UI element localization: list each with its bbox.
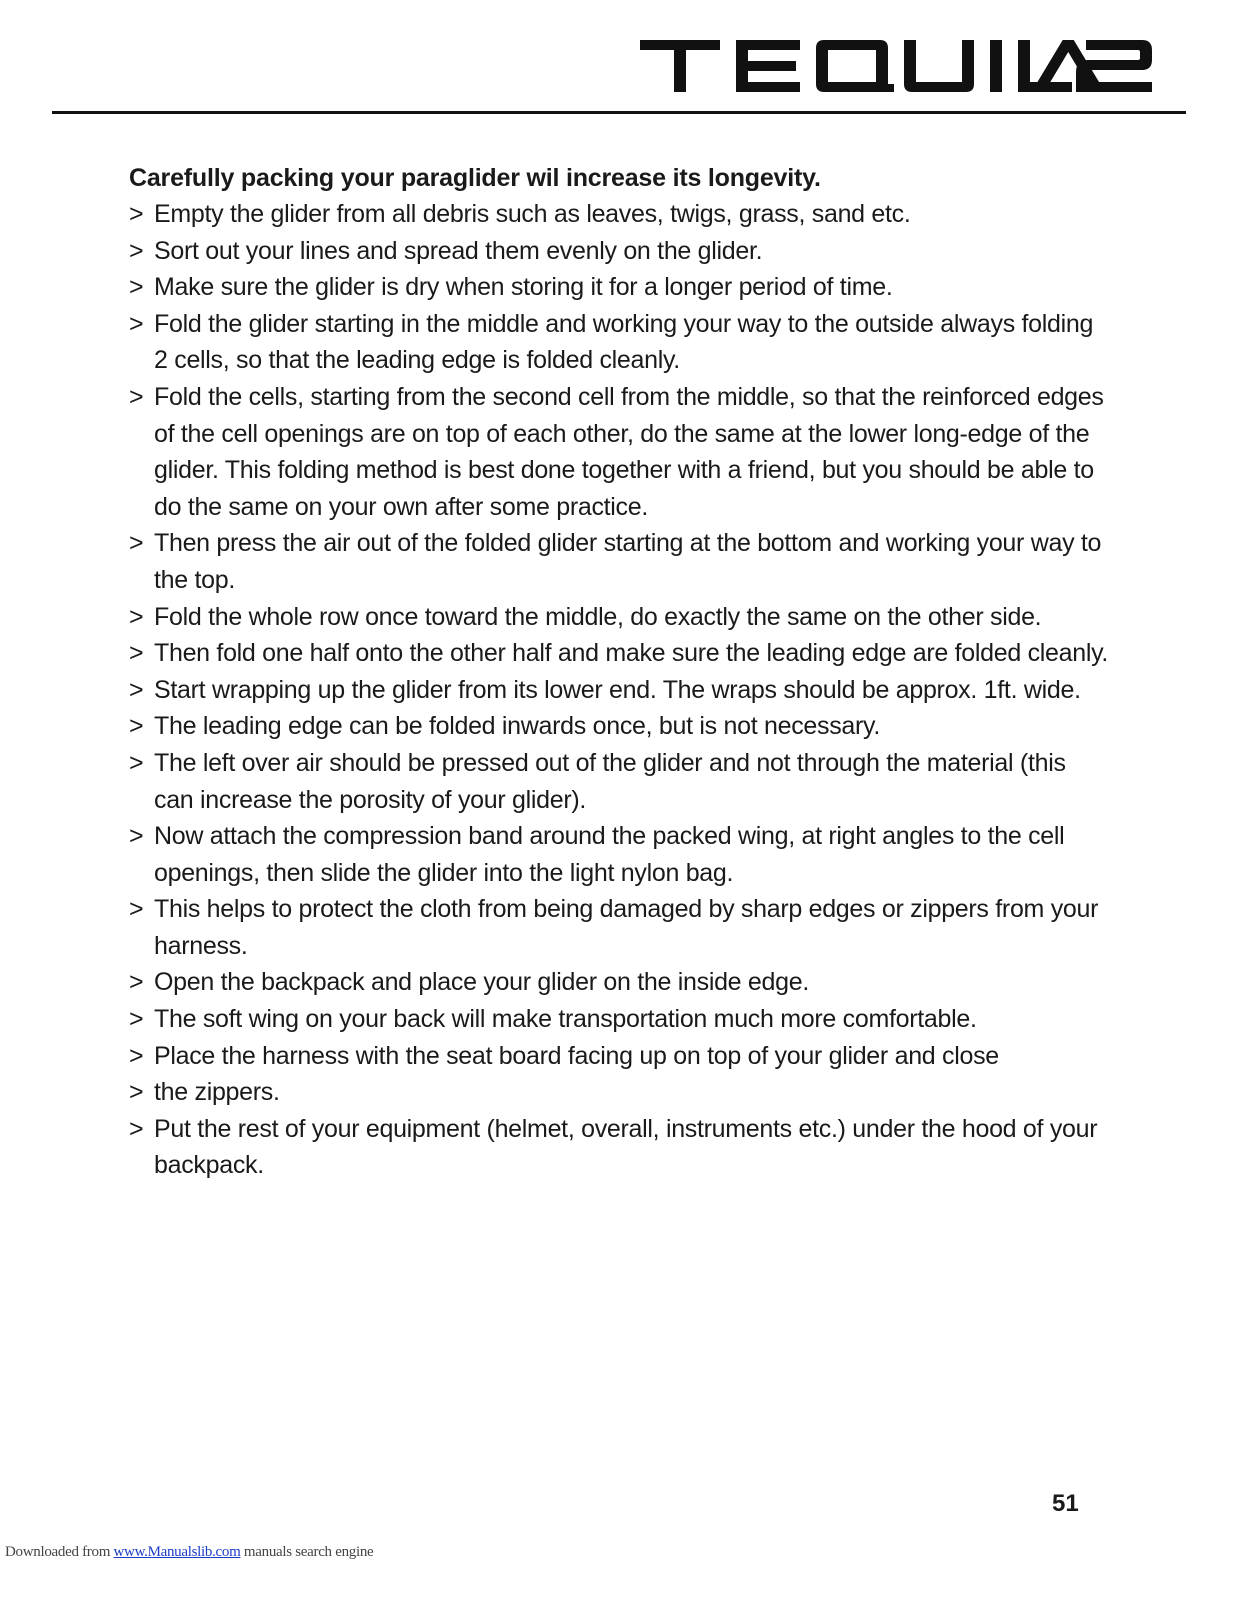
list-marker: > <box>129 1114 144 1143</box>
list-item-text: The left over air should be pressed out of the glider and not through the material (this can increase the porosity of your glider). <box>154 748 1066 814</box>
list-item-text: Fold the glider starting in the middle and working your way to the outside always folding 2 cells, so that the leading edge is folded cleanly. <box>154 309 1094 375</box>
list-marker: > <box>129 895 144 924</box>
list-item <box>129 635 1109 672</box>
list-marker: > <box>129 639 144 668</box>
list-item-text: Fold the cells, starting from the second cell from the middle, so that the reinforced edges of the cell openings are on top of each other, do the same at the lower long-edge of the glider. This folding method is best done together with a friend, but you should be able to do the same on your own after some practice. <box>154 382 1104 521</box>
list-item <box>129 1111 1109 1184</box>
tequila2-logo <box>640 40 1152 92</box>
list-marker: > <box>129 1005 144 1034</box>
list-item <box>129 1038 1109 1075</box>
packing-instructions-list <box>129 196 1109 1184</box>
list-item <box>129 525 1109 598</box>
list-item-text: the zippers. <box>154 1078 280 1107</box>
list-item <box>129 1074 1109 1111</box>
list-item <box>129 599 1109 636</box>
list-item-text: Start wrapping up the glider from its lower end. The wraps should be approx. 1ft. wide. <box>154 675 1081 704</box>
list-item <box>129 891 1109 964</box>
list-item-text: Open the backpack and place your glider on the inside edge. <box>154 968 809 997</box>
list-item <box>129 964 1109 1001</box>
list-marker: > <box>129 712 144 741</box>
list-item <box>129 672 1109 709</box>
list-marker: > <box>129 675 144 704</box>
list-item <box>129 196 1109 233</box>
list-item-text: Fold the whole row once toward the middle, do exactly the same on the other side. <box>154 602 1042 631</box>
list-marker: > <box>129 200 144 228</box>
list-marker: > <box>129 382 144 411</box>
list-item-text: Then press the air out of the folded glider starting at the bottom and working your way to the top. <box>154 529 1102 594</box>
list-marker: > <box>129 748 144 777</box>
footer-download-note <box>5 1543 373 1561</box>
list-item-text: Sort out your lines and spread them evenly on the glider. <box>154 236 763 265</box>
list-item <box>129 269 1109 306</box>
list-item-text: Put the rest of your equipment (helmet, overall, instruments etc.) under the hood of your backpack. <box>154 1114 1098 1180</box>
list-item-text: Empty the glider from all debris such as leaves, twigs, grass, sand etc. <box>154 200 911 228</box>
page-number: 51 <box>1052 1490 1079 1517</box>
list-marker: > <box>129 1041 144 1070</box>
list-marker: > <box>129 602 144 631</box>
list-marker: > <box>129 968 144 997</box>
list-marker: > <box>129 1078 144 1107</box>
list-item-text: Then fold one half onto the other half and make sure the leading edge are folded cleanly. <box>154 639 1109 668</box>
list-item <box>129 1001 1109 1038</box>
list-marker: > <box>129 309 144 338</box>
section-heading: Carefully packing your paraglider wil increase its longevity. <box>129 164 821 192</box>
list-item <box>129 708 1109 745</box>
list-marker: > <box>129 236 144 265</box>
list-item <box>129 818 1109 891</box>
main-content <box>129 160 1109 1184</box>
list-item-text: This helps to protect the cloth from being damaged by sharp edges or zippers from your harness. <box>154 895 1099 960</box>
list-marker: > <box>129 529 144 558</box>
list-item-text: Place the harness with the seat board facing up on top of your glider and close <box>154 1041 999 1070</box>
footer-prefix: Downloaded from <box>5 1544 114 1560</box>
list-item-text: The leading edge can be folded inwards once, but is not necessary. <box>154 712 881 741</box>
list-marker: > <box>129 822 144 851</box>
list-item <box>129 306 1109 379</box>
list-item-text: Now attach the compression band around the packed wing, at right angles to the cell openings, then slide the glider into the light nylon bag. <box>154 822 1065 887</box>
list-item <box>129 233 1109 270</box>
list-item <box>129 745 1109 818</box>
list-item <box>129 379 1109 525</box>
list-marker: > <box>129 273 144 302</box>
footer-suffix: manuals search engine <box>240 1544 374 1560</box>
list-item-text: Make sure the glider is dry when storing it for a longer period of time. <box>154 273 893 302</box>
list-item-text: The soft wing on your back will make transportation much more comfortable. <box>154 1005 977 1034</box>
header-rule <box>52 111 1186 114</box>
manualslib-link[interactable]: www.Manualslib.com <box>113 1544 241 1560</box>
